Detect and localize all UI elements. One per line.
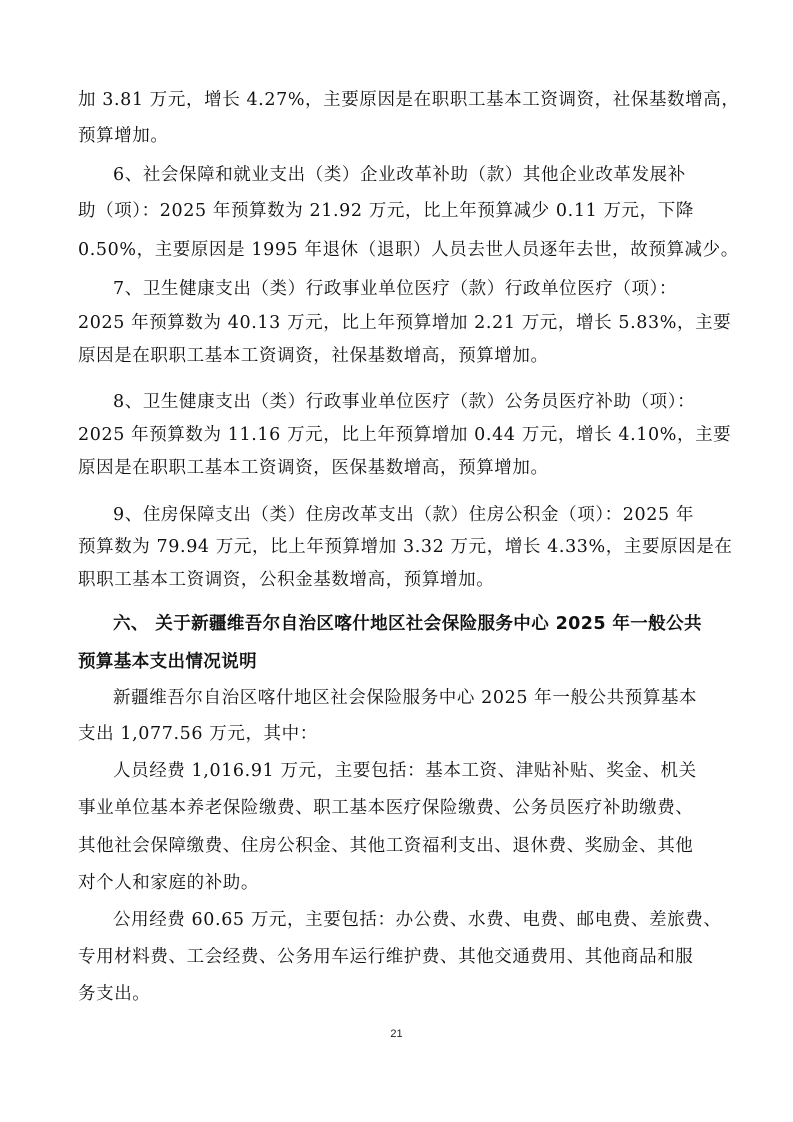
text-line: 专用材料费、工会经费、公务用车运行维护费、其他交通费用、其他商品和服 xyxy=(78,947,694,967)
section-heading: 六、 关于新疆维吾尔自治区喀什地区社会保险服务中心 2025 年一般公共 xyxy=(113,614,702,634)
text-line: 公用经费 60.65 万元，主要包括：办公费、水费、电费、邮电费、差旅费、 xyxy=(113,910,722,930)
text-line: 0.50%，主要原因是 1995 年退休（退职）人员去世人员逐年去世，故预算减少。 xyxy=(78,240,739,260)
section-heading: 预算基本支出情况说明 xyxy=(78,652,257,672)
text-line: 2025 年预算数为 40.13 万元，比上年预算增加 2.21 万元，增长 5.83%，主要 xyxy=(78,313,732,333)
text-line: 其他社会保障缴费、住房公积金、其他工资福利支出、退休费、奖励金、其他 xyxy=(78,836,694,856)
text-line: 2025 年预算数为 11.16 万元，比上年预算增加 0.44 万元，增长 4.10%，主要 xyxy=(78,425,732,445)
text-line: 新疆维吾尔自治区喀什地区社会保险服务中心 2025 年一般公共预算基本 xyxy=(113,688,698,708)
text-line: 事业单位基本养老保险缴费、职工基本医疗保险缴费、公务员医疗补助缴费、 xyxy=(78,798,694,818)
text-line: 9、住房保障支出（类）住房改革支出（款）住房公积金（项）：2025 年 xyxy=(113,505,694,525)
text-line: 8、卫生健康支出（类）行政事业单位医疗（款）公务员医疗补助（项）： xyxy=(113,392,696,412)
text-line: 务支出。 xyxy=(78,984,151,1004)
text-line: 原因是在职职工基本工资调资，医保基数增高，预算增加。 xyxy=(78,458,549,478)
text-line: 对个人和家庭的补助。 xyxy=(78,873,259,893)
text-line: 原因是在职职工基本工资调资，社保基数增高，预算增加。 xyxy=(78,346,549,366)
text-line: 加 3.81 万元，增长 4.27%，主要原因是在职职工基本工资调资，社保基数增高， xyxy=(78,90,740,110)
text-line: 人员经费 1,016.91 万元，主要包括：基本工资、津贴补贴、奖金、机关 xyxy=(113,761,697,781)
text-line: 6、社会保障和就业支出（类）企业改革补助（款）其他企业改革发展补 xyxy=(113,165,686,185)
text-line: 支出 1,077.56 万元，其中： xyxy=(78,724,318,744)
text-line: 预算数为 79.94 万元，比上年预算增加 3.32 万元，增长 4.33%，主要原因是在 xyxy=(78,537,733,557)
text-line: 职职工基本工资调资，公积金基数增高，预算增加。 xyxy=(78,570,495,590)
text-line: 7、卫生健康支出（类）行政事业单位医疗（款）行政单位医疗（项）： xyxy=(113,279,678,299)
page-number: 21 xyxy=(390,1028,403,1040)
text-line: 助（项）：2025 年预算数为 21.92 万元，比上年预算减少 0.11 万元，下降 xyxy=(78,201,694,221)
text-line: 预算增加。 xyxy=(78,126,169,146)
